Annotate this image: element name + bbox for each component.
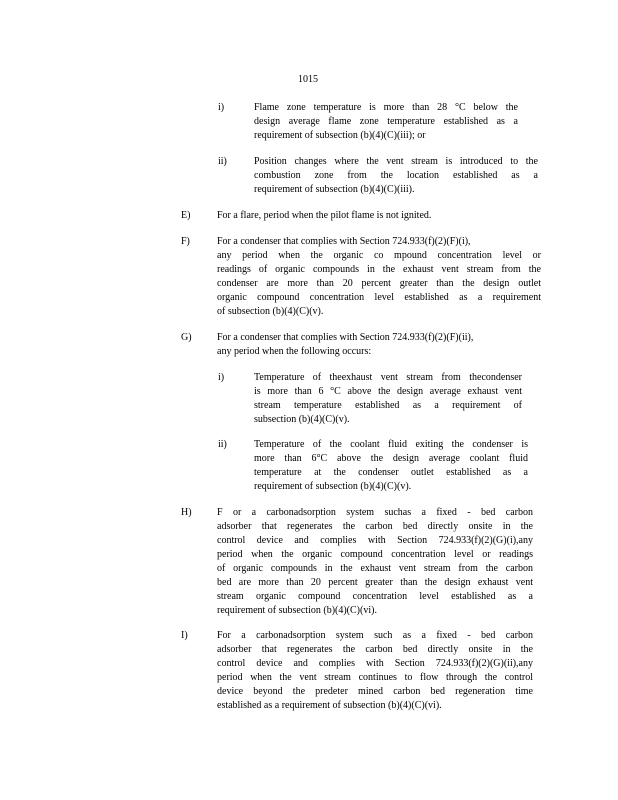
text-line: For a carbonadsorption system such as a fixed - bed carbon [217,630,533,641]
text-line: of organic compounds in the exhaust vent stream from the carbon [217,563,533,574]
text-line: design average flame zone temperature established as a [254,116,518,127]
list-item-text [254,155,538,197]
text-line: subsection (b)(4)(C)(v). [254,414,350,425]
list-item-text [254,101,518,143]
text-line: Temperature of theexhaust vent stream from thecondenser [254,372,522,383]
text-line: adsorber that regenerates the carbon bed directly onsite in the [217,644,533,655]
list-marker: ii) [218,439,227,450]
list-marker: i) [218,102,225,113]
list-marker: ii) [218,156,227,167]
text-line: more than 6°C above the design average coolant fluid [254,453,528,464]
text-line: requirement of subsection (b)(4)(C)(iii); or [254,130,426,141]
text-line: Temperature of the coolant fluid exiting the condenser is [254,439,528,450]
list-item-text [217,235,541,319]
text-line: device beyond the predeter mined carbon bed regeneration time [217,686,533,697]
list-item-text [217,629,533,713]
list-item-text [254,438,528,494]
text-line: readings of organic compounds in the exhaust vent stream from the [217,264,541,275]
text-line: period when the vent stream continues to flow through the control [217,672,533,683]
text-line: condenser are more than 20 percent greater than the design outlet [217,278,541,289]
text-line: stream temperature established as a requirement of [254,400,522,411]
text-line: control device and complies with Section 724.933(f)(2)(G)(i),any [217,535,533,546]
text-line: established as a requirement of subsection (b)(4)(C)(vi). [217,700,442,711]
text-line: requirement of subsection (b)(4)(C)(vi). [217,605,377,616]
text-line: combustion zone from the location established as a [254,170,538,181]
text-line: temperature at the condenser outlet established as a [254,467,528,478]
list-item-text [254,371,522,427]
list-marker: F) [181,236,190,247]
list-marker: G) [181,332,192,343]
list-marker: i) [218,372,225,383]
text-line: any period when the organic co mpound concentration level or [217,250,541,261]
text-line: any period when the following occurs: [217,346,372,357]
text-line: For a condenser that complies with Section 724.933(f)(2)(F)(ii), [217,332,474,343]
text-line: period when the organic compound concentration level or readings [217,549,533,560]
text-line: control device and complies with Section 724.933(f)(2)(G)(ii),any [217,658,533,669]
text-line: requirement of subsection (b)(4)(C)(iii). [254,184,415,195]
text-line: of subsection (b)(4)(C)(v). [217,306,324,317]
list-marker: H) [181,507,192,518]
list-item-text [217,209,517,223]
text-line: adsorber that regenerates the carbon bed directly onsite in the [217,521,533,532]
text-line: Position changes where the vent stream is introduced to the [254,156,538,167]
list-item-text [217,506,533,618]
page-number: 1015 [298,74,318,85]
text-line: F or a carbonadsorption system suchas a fixed - bed carbon [217,507,533,518]
text-line: requirement of subsection (b)(4)(C)(v). [254,481,412,492]
text-line: bed are more than 20 percent greater than the design exhaust vent [217,577,533,588]
text-line: Flame zone temperature is more than 28 °C below the [254,102,518,113]
text-line: stream organic compound concentration level established as a [217,591,533,602]
list-item-text [217,331,517,359]
text-line: For a condenser that complies with Section 724.933(f)(2)(F)(i), [217,236,471,247]
text-line: is more than 6 °C above the design average exhaust vent [254,386,522,397]
list-marker: I) [181,630,188,641]
text-line: For a flare, period when the pilot flame is not ignited. [217,210,432,221]
list-marker: E) [181,210,191,221]
text-line: organic compound concentration level established as a requirement [217,292,541,303]
